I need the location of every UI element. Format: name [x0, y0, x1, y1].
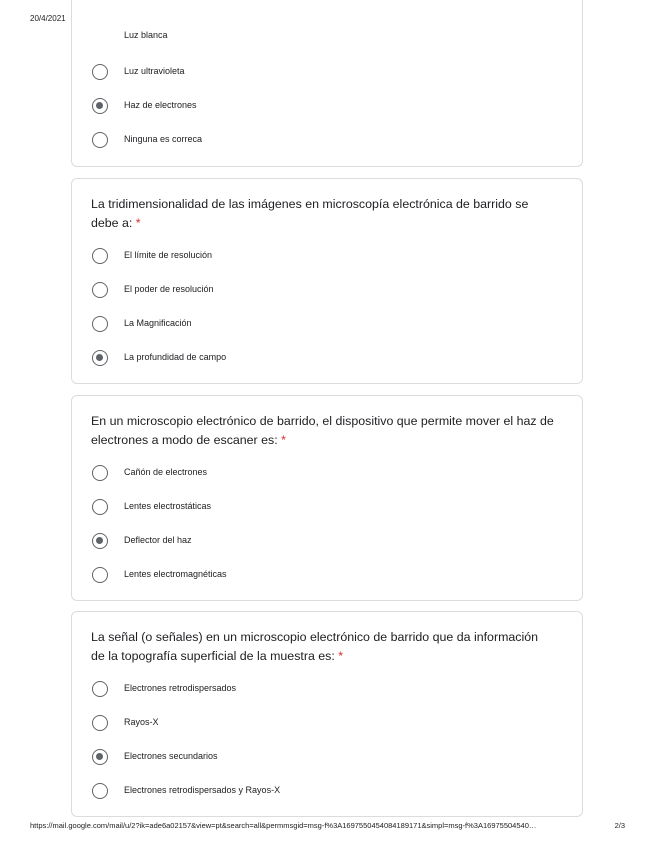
- option-label: Luz ultravioleta: [124, 66, 185, 76]
- radio-button[interactable]: [92, 499, 108, 515]
- question-text: La tridimensionalidad de las imágenes en microscopía electrónica de barrido se debe a:: [91, 197, 529, 230]
- radio-button[interactable]: [92, 248, 108, 264]
- option-label: Lentes electrostáticas: [124, 501, 212, 511]
- question-title: [91, 195, 554, 233]
- option-label: Cañón de electrones: [124, 467, 208, 477]
- option-row[interactable]: [92, 131, 532, 151]
- option-label: Electrones retrodispersados y Rayos-X: [124, 785, 281, 795]
- radio-button[interactable]: [92, 64, 108, 80]
- page-number: 2/3: [614, 821, 625, 830]
- question-text: La señal (o señales) en un microscopio electrónico de barrido que da información de la topografía superficial de la muestra es:: [91, 630, 539, 663]
- question-title: [91, 628, 554, 666]
- question-card: [71, 395, 583, 601]
- radio-button-checked[interactable]: [92, 98, 108, 114]
- radio-button-checked[interactable]: [92, 350, 108, 366]
- option-label: Deflector del haz: [124, 535, 192, 545]
- print-url: https://mail.google.com/mail/u/2?ik=ade6a02157&view=pt&search=all&permmsgid=msg-f%3A1697550454084189171&simpl=msg-f%3A16975504540…: [30, 821, 537, 830]
- required-mark: *: [135, 216, 141, 230]
- option-row[interactable]: [92, 782, 532, 802]
- option-row[interactable]: [92, 498, 532, 518]
- option-row[interactable]: [92, 247, 532, 267]
- radio-button[interactable]: [92, 316, 108, 332]
- option-row[interactable]: [92, 748, 532, 768]
- option-label: El poder de resolución: [124, 284, 214, 294]
- required-mark: *: [281, 433, 286, 447]
- option-label: Ninguna es correca: [124, 134, 203, 144]
- radio-partial: [92, 0, 108, 2]
- option-label: La profundidad de campo: [124, 352, 227, 362]
- option-label: Haz de electrones: [124, 100, 197, 110]
- option-row[interactable]: [92, 349, 532, 369]
- question-card: [71, 178, 583, 384]
- option-label: Rayos-X: [124, 717, 159, 727]
- radio-button[interactable]: [92, 132, 108, 148]
- radio-button[interactable]: [92, 715, 108, 731]
- option-label: El límite de resolución: [124, 250, 213, 260]
- option-row[interactable]: [92, 63, 532, 83]
- radio-button-checked[interactable]: [92, 749, 108, 765]
- option-label: La Magnificación: [124, 318, 192, 328]
- print-footer: [30, 821, 625, 833]
- question-card: [71, 611, 583, 817]
- print-date: 20/4/2021: [30, 14, 66, 23]
- option-row[interactable]: [92, 27, 532, 43]
- option-row[interactable]: [92, 566, 532, 586]
- radio-button[interactable]: [92, 282, 108, 298]
- radio-button[interactable]: [92, 681, 108, 697]
- question-title: [91, 412, 554, 450]
- option-label: Electrones secundarios: [124, 751, 218, 761]
- option-label: Lentes electromagnéticas: [124, 569, 227, 579]
- option-row[interactable]: [92, 281, 532, 301]
- required-mark: *: [338, 649, 344, 663]
- option-row[interactable]: [92, 680, 532, 700]
- question-card-continued: [71, 0, 583, 167]
- radio-button[interactable]: [92, 567, 108, 583]
- option-row[interactable]: [92, 315, 532, 335]
- radio-button-checked[interactable]: [92, 533, 108, 549]
- option-row[interactable]: [92, 714, 532, 734]
- option-row[interactable]: [92, 97, 532, 117]
- radio-button[interactable]: [92, 465, 108, 481]
- radio-button[interactable]: [92, 783, 108, 799]
- option-row[interactable]: [92, 532, 532, 552]
- option-row[interactable]: [92, 464, 532, 484]
- question-text: En un microscopio electrónico de barrido, el dispositivo que permite mover el haz de electrones a modo de escaner es:: [91, 414, 554, 447]
- option-label: Luz blanca: [124, 30, 168, 40]
- option-label: Electrones retrodispersados: [124, 683, 237, 693]
